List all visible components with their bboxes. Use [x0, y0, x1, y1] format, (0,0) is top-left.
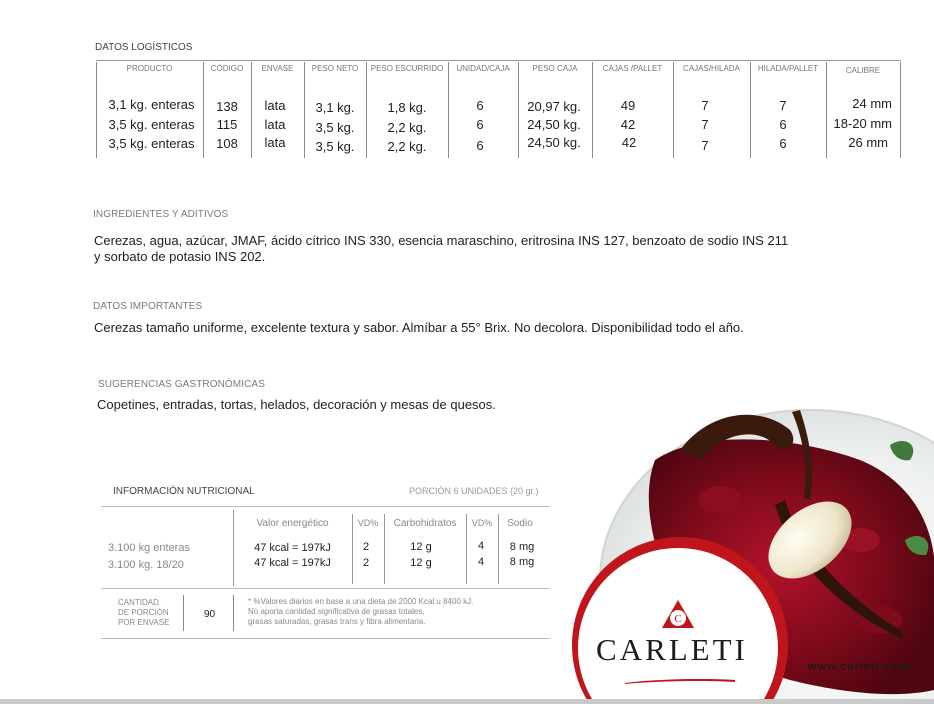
nt-header-energy: Valor energético: [256, 518, 329, 529]
col-header-peso-caja: PESO CAJA: [532, 64, 578, 73]
nt-row-name: 3.100 kg. 18/20: [108, 559, 184, 571]
cell-codigo: 115: [216, 117, 238, 132]
cell-cajas-pallet: 42: [620, 117, 636, 132]
cell-calibre: 24 mm: [852, 96, 892, 111]
nt-vd: 4: [477, 540, 485, 552]
cell-peso-caja: 24,50 kg.: [527, 135, 581, 150]
cell-producto: 3,1 kg. enteras: [108, 97, 195, 112]
cell-producto: 3,5 kg. enteras: [108, 117, 195, 132]
important-title: DATOS IMPORTANTES: [93, 301, 203, 312]
cell-cajas-hilada: 7: [701, 117, 709, 132]
nt-header-vd: VD%: [357, 518, 379, 528]
servings-label: [118, 598, 169, 628]
servings-label-line: POR ENVASE: [118, 618, 170, 627]
col-header-calibre: CALIBRE: [845, 66, 881, 75]
cell-cajas-pallet: 42: [621, 135, 637, 150]
cell-hilada-pallet: 7: [779, 98, 787, 113]
col-header-codigo: CÓDIGO: [210, 64, 244, 73]
ingredients-line-2: y sorbato de potasio INS 202.: [94, 249, 266, 264]
col-header-hilada-pallet: HILADA/PALLET: [757, 64, 819, 73]
cell-calibre: 26 mm: [848, 135, 888, 150]
nt-sodium: 8 mg: [509, 541, 535, 553]
cell-cajas-hilada: 7: [701, 138, 709, 153]
col-header-cajas-pallet: CAJAS /PALLET: [602, 64, 663, 73]
ingredients-title: INGREDIENTES Y ADITIVOS: [93, 209, 229, 220]
cell-hilada-pallet: 6: [779, 117, 787, 132]
cell-peso-escurrido: 2,2 kg.: [387, 120, 427, 135]
cell-hilada-pallet: 6: [779, 136, 787, 151]
servings-label-line: DE PORCIÓN: [118, 608, 169, 617]
col-header-producto: PRODUCTO: [126, 64, 173, 73]
cell-peso-neto: 3,1 kg.: [315, 100, 355, 115]
col-header-envase: ENVASE: [261, 64, 294, 73]
cell-envase: lata: [264, 98, 286, 113]
suggestions-title: SUGERENCIAS GASTRONÓMICAS: [98, 379, 265, 390]
cell-peso-caja: 20,97 kg.: [527, 99, 581, 114]
logistics-title: DATOS LOGÍSTICOS: [95, 42, 193, 53]
cell-codigo: 108: [216, 136, 238, 151]
bottom-border: [0, 699, 934, 704]
servings-value: 90: [204, 609, 216, 620]
cell-peso-caja: 24,50 kg.: [527, 117, 581, 132]
website-link[interactable]: www.carleti.com: [808, 661, 910, 673]
ingredients-line-1: Cerezas, agua, azúcar, JMAF, ácido cítrico INS 330, esencia maraschino, eritrosina INS 127, benzoato de sodio INS 211: [94, 233, 789, 248]
important-text: Cerezas tamaño uniforme, excelente textura y sabor. Almíbar a 55° Brix. No decolora. Disponibilidad todo el año.: [94, 320, 744, 335]
cell-cajas-pallet: 49: [620, 98, 636, 113]
nt-vd: 2: [362, 557, 370, 569]
footnote-line: * %Valores diarios en base a una dieta de 2000 Kcal u 8400 kJ.: [248, 597, 474, 606]
cell-peso-neto: 3,5 kg.: [315, 120, 355, 135]
nt-header-vd: VD%: [471, 518, 493, 528]
cell-envase: lata: [264, 135, 286, 150]
nutrition-footnote: [248, 597, 473, 627]
cell-peso-escurrido: 2,2 kg.: [387, 139, 427, 154]
nt-energy: 47 kcal = 197kJ: [254, 557, 331, 569]
cell-unidad-caja: 6: [476, 117, 484, 132]
ingredients-text: [94, 233, 854, 265]
cell-peso-escurrido: 1,8 kg.: [387, 100, 427, 115]
col-header-cajas-hilada: CAJAS/HILADA: [683, 64, 740, 73]
nt-vd: 4: [477, 556, 485, 568]
nt-vd: 2: [362, 541, 370, 553]
carleti-logo-icon: [660, 598, 696, 634]
nt-row-name: 3.100 kg enteras: [108, 542, 190, 554]
nt-sodium: 8 mg: [509, 556, 535, 568]
footnote-line: No aporta cantidad significativa de grasas totales,: [248, 607, 425, 616]
cell-envase: lata: [264, 117, 286, 132]
servings-label-line: CANTIDAD: [118, 598, 159, 607]
nutrition-title: INFORMACIÓN NUTRICIONAL: [113, 486, 255, 497]
svg-text:C: C: [674, 613, 682, 625]
nt-header-carbs: Carbohidratos: [393, 518, 457, 529]
carleti-logo-text: CARLETI: [596, 632, 748, 667]
cell-unidad-caja: 6: [476, 138, 484, 153]
col-header-peso-neto: PESO NETO: [311, 64, 359, 73]
logo-swoosh: [625, 671, 735, 676]
col-header-unidad-caja: UNIDAD/CAJA: [456, 64, 510, 73]
nt-carbs: 12 g: [410, 541, 432, 553]
cell-calibre: 18-20 mm: [833, 116, 892, 131]
nt-header-sodium: Sodio: [507, 518, 533, 529]
suggestions-text: Copetines, entradas, tortas, helados, decoración y mesas de quesos.: [97, 397, 496, 412]
nt-carbs: 12 g: [410, 557, 432, 569]
cell-cajas-hilada: 7: [701, 98, 709, 113]
cell-peso-neto: 3,5 kg.: [315, 139, 355, 154]
cell-producto: 3,5 kg. enteras: [108, 136, 195, 151]
nutrition-portion: PORCIÓN 6 UNIDADES (20 gr.): [409, 486, 539, 496]
nt-energy: 47 kcal = 197kJ: [254, 542, 331, 554]
cell-codigo: 138: [216, 99, 238, 114]
cell-unidad-caja: 6: [476, 98, 484, 113]
col-header-peso-escurrido: PESO ESCURRIDO: [370, 64, 444, 73]
footnote-line: grasas saturadas, grasas trans y fibra alimentaria.: [248, 617, 426, 626]
